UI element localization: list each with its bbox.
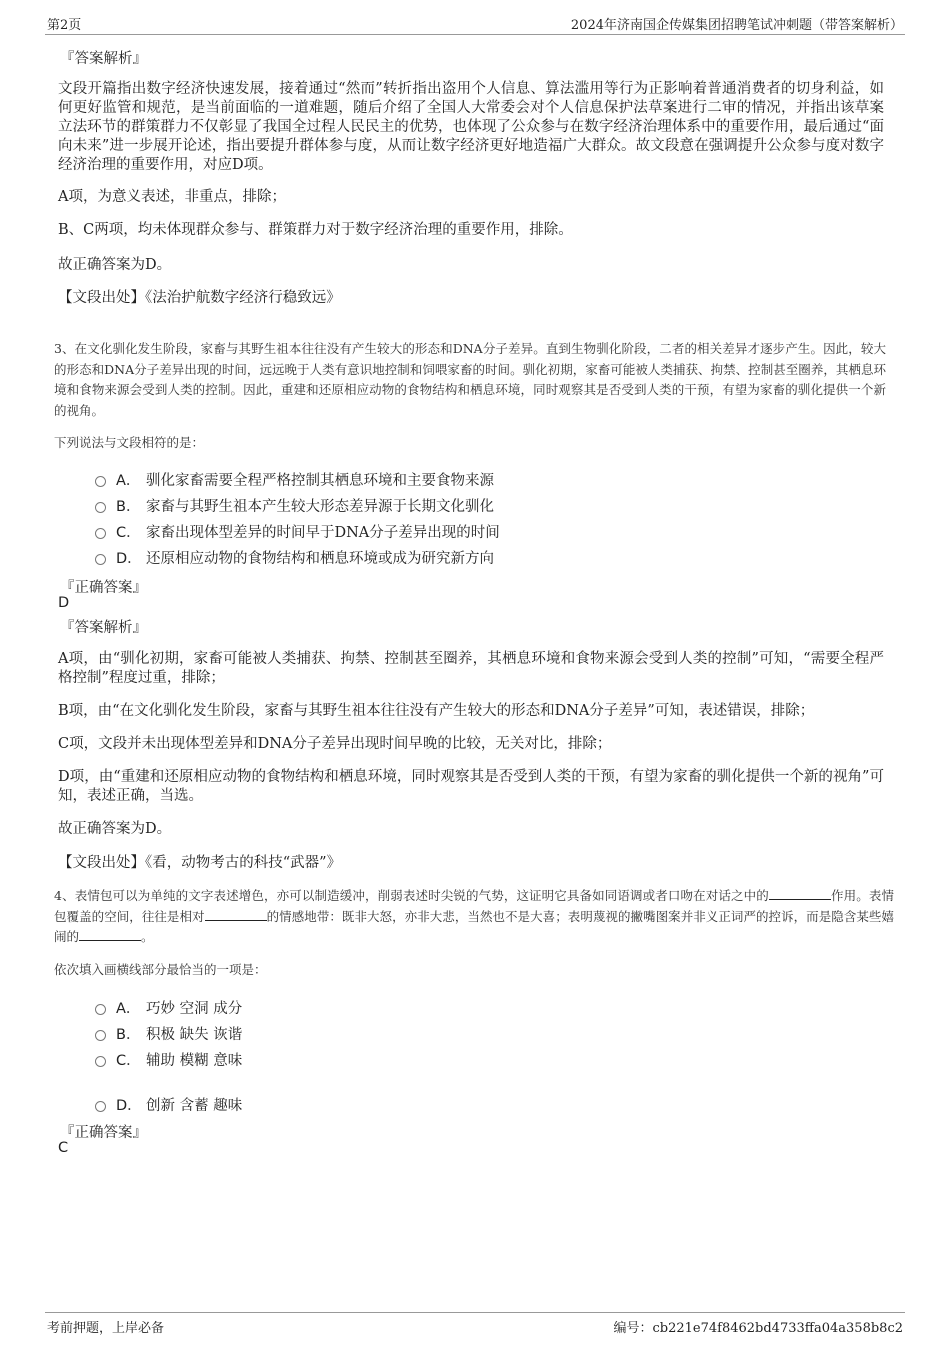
option-key: D． (116, 1098, 142, 1114)
q2-source: 【文段出处】《法治护航数字经济行稳致远》 (58, 290, 341, 306)
radio-icon[interactable] (95, 1101, 106, 1112)
document-code: 编号：cb221e74f8462bd4733ffa04a358b8c2 (613, 1321, 903, 1336)
radio-icon[interactable] (95, 1030, 106, 1041)
option-key: A． (116, 1001, 141, 1017)
option-text: 还原相应动物的食物结构和栖息环境或成为研究新方向 (146, 551, 494, 567)
option-text: 辅助 模糊 意味 (146, 1053, 243, 1069)
q4-stem-part-2: 作用。表情包覆盖的空间，往往是相对 (54, 888, 894, 924)
radio-icon[interactable] (95, 1056, 106, 1067)
q3-option-b[interactable] (95, 495, 494, 516)
option-text: 创新 含蓄 趣味 (146, 1098, 243, 1114)
option-text: 家畜与其野生祖本产生较大形态差异源于长期文化驯化 (146, 499, 494, 515)
q2-analysis-a: A项，为意义表述，非重点，排除； (58, 189, 286, 205)
q3-option-d[interactable] (95, 547, 494, 568)
q2-analysis-label: 『答案解析』 (60, 51, 147, 67)
q3-analysis-a: A项，由“驯化初期，家畜可能被人类捕获、拘禁、控制甚至圈养，其栖息环境和食物来源会受到人类的控制”可知，“需要全程严格控制”程度过重，排除； (58, 651, 884, 686)
q4-answer-label: 『正确答案』 (60, 1125, 147, 1141)
option-text: 驯化家畜需要全程严格控制其栖息环境和主要食物来源 (146, 473, 494, 489)
fill-blank-2[interactable] (205, 908, 267, 921)
radio-icon[interactable] (95, 1004, 106, 1015)
q3-analysis-b: B项，由“在文化驯化发生阶段，家畜与其野生祖本往往没有产生较大的形态和DNA分子差异”可知，表述错误，排除； (58, 703, 815, 719)
option-key: A． (116, 473, 141, 489)
q2-analysis-bc: B、C两项，均未体现群众参与、群策群力对于数字经济治理的重要作用，排除。 (58, 222, 573, 238)
q3-analysis-c: C项，文段并未出现体型差异和DNA分子差异出现时间早晚的比较，无关对比，排除； (58, 736, 612, 752)
document-title: 2024年济南国企传媒集团招聘笔试冲刺题（带答案解析） (570, 18, 903, 33)
q3-analysis-d: D项，由“重建和还原相应动物的食物结构和栖息环境，同时观察其是否受到人类的干预，有望为家畜的驯化提供一个新的视角”可知，表述正确，当选。 (58, 769, 884, 804)
q3-option-a[interactable] (95, 469, 494, 490)
q4-stem-part-3: 的情感地带：既非大怒，亦非大悲，当然也不是大喜；表明蔑视的撇嘴图案并非义正词严的控诉，而是隐含某些嬉闹的 (54, 908, 894, 944)
option-key: B． (116, 499, 141, 515)
radio-icon[interactable] (95, 528, 106, 539)
q4-option-d[interactable] (95, 1094, 242, 1115)
q3-answer-label: 『正确答案』 (60, 580, 147, 596)
q2-correct-answer: 故正确答案为D。 (58, 257, 172, 273)
option-key: C． (116, 525, 141, 541)
fill-blank-3[interactable] (79, 928, 141, 941)
q3-analysis-label: 『答案解析』 (60, 620, 147, 636)
option-text: 家畜出现体型差异的时间早于DNA分子差异出现的时间 (146, 525, 500, 541)
q3-answer: D (58, 595, 70, 611)
q2-analysis-paragraph: 文段开篇指出数字经济快速发展，接着通过“然而”转折指出盗用个人信息、算法滥用等行为正影响着普通消费者的切身利益，如何更好监管和规范，是当前面临的一道难题，随后介绍了全国人大常委会对个人信息保护法草案进行二审的情况，并指出该草案立法环节的群策群力不仅彰显了我国全过程人民民主的优势，也体现了公众参与在数字经济治理体系中的重要作用，最后通过“面向未来”进一步展开论述，指出要提升群体参与度，从而让数字经济更好地造福广大群众。故文段意在强调提升公众参与度对数字经济治理的重要作用，对应D项。 (58, 81, 884, 173)
option-text: 巧妙 空洞 成分 (146, 1001, 243, 1017)
q4-stem-part-1: 4、表情包可以为单纯的文字表述增色，亦可以制造缓冲，削弱表述时尖锐的气势，这证明它具备如同语调或者口吻在对话之中的 (54, 888, 769, 903)
q3-stem: 3、在文化驯化发生阶段，家畜与其野生祖本往往没有产生较大的形态和DNA分子差异。直到生物驯化阶段，二者的相关差异才逐步产生。因此，较大的形态和DNA分子差异出现的时间，远远晚于人类有意识地控制和饲喂家畜的时间。驯化初期，家畜可能被人类捕获、拘禁、控制甚至圈养，其栖息环境和食物来源会受到人类的控制。因此，重建和还原相应动物的食物结构和栖息环境，同时观察其是否受到人类的干预，有望为家畜的驯化提供一个新的视角。 (54, 341, 886, 418)
option-key: C． (116, 1053, 141, 1069)
option-key: B． (116, 1027, 141, 1043)
q4-stem-part-4: 。 (141, 929, 154, 944)
radio-icon[interactable] (95, 502, 106, 513)
option-key: D． (116, 551, 142, 567)
fill-blank-1[interactable] (769, 887, 831, 900)
q4-question: 依次填入画横线部分最恰当的一项是： (54, 962, 267, 977)
footer-slogan: 考前押题，上岸必备 (47, 1321, 165, 1336)
q4-option-a[interactable] (95, 997, 242, 1018)
q3-option-c[interactable] (95, 521, 500, 542)
q4-answer: C (58, 1140, 69, 1156)
radio-icon[interactable] (95, 554, 106, 565)
q4-option-c[interactable] (95, 1049, 242, 1070)
page-number: 第2页 (47, 18, 82, 33)
q4-option-b[interactable] (95, 1023, 242, 1044)
page-footer (45, 1312, 905, 1336)
option-text: 积极 缺失 诙谐 (146, 1027, 243, 1043)
q3-question: 下列说法与文段相符的是： (54, 435, 205, 450)
radio-icon[interactable] (95, 476, 106, 487)
page-header (45, 14, 905, 35)
q4-stem (54, 886, 894, 948)
q3-source: 【文段出处】《看，动物考古的科技“武器”》 (58, 855, 342, 871)
q3-correct-answer: 故正确答案为D。 (58, 821, 172, 837)
